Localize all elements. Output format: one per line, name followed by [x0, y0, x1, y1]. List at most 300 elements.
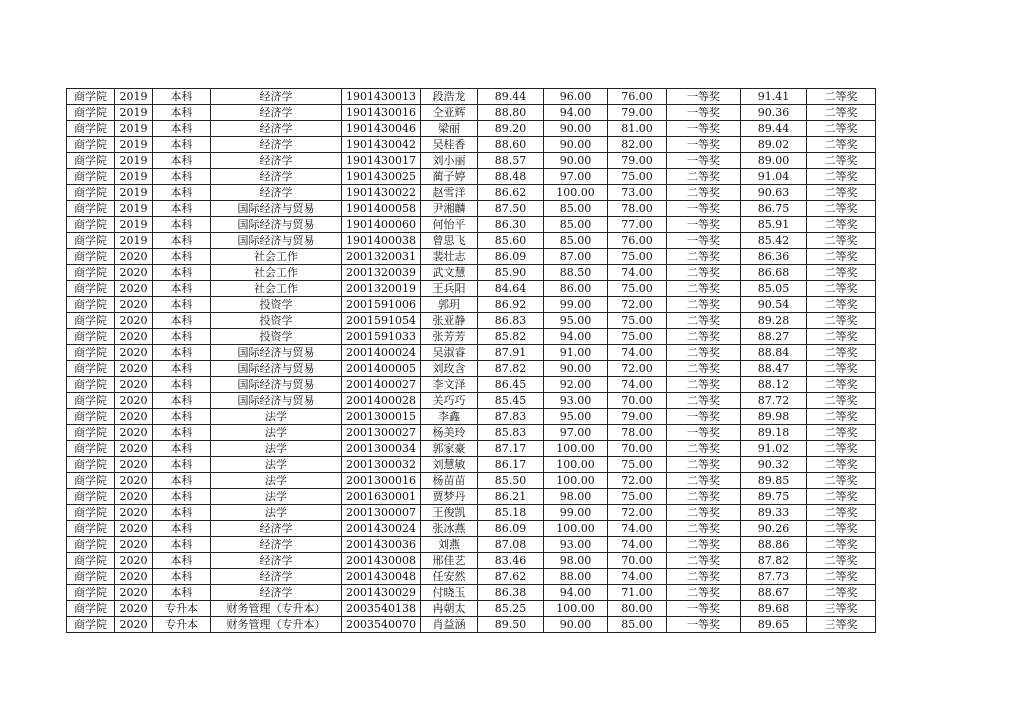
- score-4-cell: 87.73: [741, 569, 807, 585]
- table-row: [67, 217, 876, 233]
- college-cell: 商学院: [67, 473, 115, 489]
- year-cell: 2019: [115, 153, 153, 169]
- year-cell: 2019: [115, 217, 153, 233]
- college-cell: 商学院: [67, 329, 115, 345]
- score-4-cell: 88.86: [741, 537, 807, 553]
- major-cell: 国际经济与贸易: [211, 201, 342, 217]
- table-row: [67, 361, 876, 377]
- award-2-cell: 二等奖: [807, 505, 876, 521]
- score-4-cell: 90.36: [741, 105, 807, 121]
- level-cell: 本科: [153, 233, 211, 249]
- score-4-cell: 87.82: [741, 553, 807, 569]
- score-1-cell: 85.25: [478, 601, 544, 617]
- level-cell: 本科: [153, 329, 211, 345]
- score-2-cell: 98.00: [544, 553, 608, 569]
- level-cell: 专升本: [153, 617, 211, 633]
- table-row: [67, 537, 876, 553]
- name-cell: 肖益涵: [421, 617, 478, 633]
- name-cell: 王俊凯: [421, 505, 478, 521]
- college-cell: 商学院: [67, 601, 115, 617]
- award-1-cell: 一等奖: [667, 601, 741, 617]
- score-3-cell: 76.00: [608, 89, 667, 105]
- score-2-cell: 90.00: [544, 137, 608, 153]
- level-cell: 本科: [153, 537, 211, 553]
- score-3-cell: 79.00: [608, 153, 667, 169]
- major-cell: 法学: [211, 505, 342, 521]
- college-cell: 商学院: [67, 489, 115, 505]
- name-cell: 冉朝太: [421, 601, 478, 617]
- name-cell: 邢佳艺: [421, 553, 478, 569]
- table-row: [67, 345, 876, 361]
- score-1-cell: 88.57: [478, 153, 544, 169]
- level-cell: 本科: [153, 473, 211, 489]
- table-row: [67, 585, 876, 601]
- college-cell: 商学院: [67, 585, 115, 601]
- score-3-cell: 85.00: [608, 617, 667, 633]
- award-1-cell: 二等奖: [667, 297, 741, 313]
- score-3-cell: 74.00: [608, 569, 667, 585]
- score-4-cell: 91.02: [741, 441, 807, 457]
- score-3-cell: 74.00: [608, 521, 667, 537]
- major-cell: 国际经济与贸易: [211, 393, 342, 409]
- name-cell: 付晓玉: [421, 585, 478, 601]
- name-cell: 郭玥: [421, 297, 478, 313]
- score-3-cell: 74.00: [608, 265, 667, 281]
- college-cell: 商学院: [67, 297, 115, 313]
- table-row: [67, 505, 876, 521]
- student-id-cell: 2001591033: [342, 329, 421, 345]
- score-1-cell: 85.18: [478, 505, 544, 521]
- name-cell: 刘玫含: [421, 361, 478, 377]
- score-2-cell: 93.00: [544, 393, 608, 409]
- score-4-cell: 89.85: [741, 473, 807, 489]
- award-1-cell: 二等奖: [667, 313, 741, 329]
- scholarship-table: [66, 88, 876, 633]
- student-id-cell: 2001430024: [342, 521, 421, 537]
- score-3-cell: 72.00: [608, 473, 667, 489]
- major-cell: 经济学: [211, 553, 342, 569]
- level-cell: 本科: [153, 569, 211, 585]
- name-cell: 贾梦丹: [421, 489, 478, 505]
- award-1-cell: 二等奖: [667, 249, 741, 265]
- college-cell: 商学院: [67, 313, 115, 329]
- table-row: [67, 457, 876, 473]
- year-cell: 2020: [115, 521, 153, 537]
- student-id-cell: 2001300016: [342, 473, 421, 489]
- major-cell: 经济学: [211, 153, 342, 169]
- level-cell: 专升本: [153, 601, 211, 617]
- score-4-cell: 89.28: [741, 313, 807, 329]
- score-4-cell: 90.32: [741, 457, 807, 473]
- score-1-cell: 86.09: [478, 249, 544, 265]
- table-row: [67, 601, 876, 617]
- award-1-cell: 一等奖: [667, 153, 741, 169]
- score-3-cell: 75.00: [608, 313, 667, 329]
- award-1-cell: 一等奖: [667, 105, 741, 121]
- score-2-cell: 96.00: [544, 89, 608, 105]
- award-2-cell: 二等奖: [807, 361, 876, 377]
- name-cell: 段浩龙: [421, 89, 478, 105]
- student-id-cell: 2003540070: [342, 617, 421, 633]
- student-id-cell: 2001300027: [342, 425, 421, 441]
- level-cell: 本科: [153, 505, 211, 521]
- name-cell: 吴桂香: [421, 137, 478, 153]
- score-2-cell: 86.00: [544, 281, 608, 297]
- award-1-cell: 二等奖: [667, 393, 741, 409]
- score-1-cell: 86.17: [478, 457, 544, 473]
- score-2-cell: 90.00: [544, 153, 608, 169]
- score-3-cell: 72.00: [608, 505, 667, 521]
- year-cell: 2019: [115, 201, 153, 217]
- year-cell: 2020: [115, 393, 153, 409]
- score-4-cell: 86.36: [741, 249, 807, 265]
- year-cell: 2019: [115, 89, 153, 105]
- level-cell: 本科: [153, 521, 211, 537]
- score-1-cell: 86.83: [478, 313, 544, 329]
- award-2-cell: 二等奖: [807, 169, 876, 185]
- score-4-cell: 89.75: [741, 489, 807, 505]
- score-2-cell: 94.00: [544, 105, 608, 121]
- table-row: [67, 233, 876, 249]
- college-cell: 商学院: [67, 201, 115, 217]
- major-cell: 投资学: [211, 297, 342, 313]
- award-1-cell: 二等奖: [667, 185, 741, 201]
- score-2-cell: 88.50: [544, 265, 608, 281]
- year-cell: 2020: [115, 249, 153, 265]
- year-cell: 2020: [115, 585, 153, 601]
- award-2-cell: 二等奖: [807, 137, 876, 153]
- score-1-cell: 86.21: [478, 489, 544, 505]
- table-row: [67, 249, 876, 265]
- level-cell: 本科: [153, 409, 211, 425]
- level-cell: 本科: [153, 121, 211, 137]
- name-cell: 杨苗苗: [421, 473, 478, 489]
- score-4-cell: 89.68: [741, 601, 807, 617]
- student-id-cell: 2001400005: [342, 361, 421, 377]
- score-4-cell: 89.00: [741, 153, 807, 169]
- student-id-cell: 1901400038: [342, 233, 421, 249]
- name-cell: 武文慧: [421, 265, 478, 281]
- major-cell: 经济学: [211, 521, 342, 537]
- table-row: [67, 201, 876, 217]
- level-cell: 本科: [153, 201, 211, 217]
- college-cell: 商学院: [67, 121, 115, 137]
- level-cell: 本科: [153, 441, 211, 457]
- table-row: [67, 313, 876, 329]
- table-row: [67, 553, 876, 569]
- score-2-cell: 95.00: [544, 313, 608, 329]
- table-row: [67, 137, 876, 153]
- score-1-cell: 85.83: [478, 425, 544, 441]
- score-4-cell: 89.98: [741, 409, 807, 425]
- score-2-cell: 90.00: [544, 617, 608, 633]
- table-row: [67, 265, 876, 281]
- award-2-cell: 二等奖: [807, 489, 876, 505]
- score-3-cell: 75.00: [608, 329, 667, 345]
- score-2-cell: 95.00: [544, 409, 608, 425]
- year-cell: 2020: [115, 281, 153, 297]
- score-4-cell: 88.12: [741, 377, 807, 393]
- college-cell: 商学院: [67, 249, 115, 265]
- award-2-cell: 三等奖: [807, 601, 876, 617]
- college-cell: 商学院: [67, 505, 115, 521]
- score-3-cell: 75.00: [608, 281, 667, 297]
- score-3-cell: 74.00: [608, 377, 667, 393]
- major-cell: 财务管理（专升本）: [211, 617, 342, 633]
- score-2-cell: 92.00: [544, 377, 608, 393]
- award-1-cell: 一等奖: [667, 409, 741, 425]
- name-cell: 张冰燕: [421, 521, 478, 537]
- level-cell: 本科: [153, 313, 211, 329]
- score-2-cell: 99.00: [544, 505, 608, 521]
- name-cell: 吴淑睿: [421, 345, 478, 361]
- score-3-cell: 72.00: [608, 361, 667, 377]
- award-2-cell: 二等奖: [807, 313, 876, 329]
- college-cell: 商学院: [67, 553, 115, 569]
- name-cell: 蔺子婷: [421, 169, 478, 185]
- student-id-cell: 2001320019: [342, 281, 421, 297]
- name-cell: 张亚静: [421, 313, 478, 329]
- score-1-cell: 83.46: [478, 553, 544, 569]
- college-cell: 商学院: [67, 569, 115, 585]
- award-1-cell: 二等奖: [667, 521, 741, 537]
- score-1-cell: 89.50: [478, 617, 544, 633]
- level-cell: 本科: [153, 153, 211, 169]
- major-cell: 经济学: [211, 569, 342, 585]
- level-cell: 本科: [153, 585, 211, 601]
- student-id-cell: 2001430048: [342, 569, 421, 585]
- score-4-cell: 88.67: [741, 585, 807, 601]
- student-id-cell: 1901400058: [342, 201, 421, 217]
- award-2-cell: 二等奖: [807, 297, 876, 313]
- score-1-cell: 88.48: [478, 169, 544, 185]
- table-row: [67, 169, 876, 185]
- award-2-cell: 二等奖: [807, 105, 876, 121]
- year-cell: 2020: [115, 377, 153, 393]
- score-1-cell: 86.09: [478, 521, 544, 537]
- level-cell: 本科: [153, 89, 211, 105]
- table-row: [67, 89, 876, 105]
- score-1-cell: 85.50: [478, 473, 544, 489]
- score-3-cell: 75.00: [608, 249, 667, 265]
- year-cell: 2020: [115, 297, 153, 313]
- level-cell: 本科: [153, 553, 211, 569]
- table-row: [67, 569, 876, 585]
- major-cell: 国际经济与贸易: [211, 345, 342, 361]
- score-4-cell: 89.65: [741, 617, 807, 633]
- year-cell: 2020: [115, 265, 153, 281]
- score-3-cell: 76.00: [608, 233, 667, 249]
- major-cell: 经济学: [211, 137, 342, 153]
- major-cell: 国际经济与贸易: [211, 217, 342, 233]
- award-2-cell: 二等奖: [807, 265, 876, 281]
- name-cell: 仝亚辉: [421, 105, 478, 121]
- level-cell: 本科: [153, 489, 211, 505]
- table-row: [67, 409, 876, 425]
- college-cell: 商学院: [67, 377, 115, 393]
- college-cell: 商学院: [67, 457, 115, 473]
- award-2-cell: 二等奖: [807, 217, 876, 233]
- table-row: [67, 377, 876, 393]
- score-1-cell: 85.90: [478, 265, 544, 281]
- score-1-cell: 86.45: [478, 377, 544, 393]
- college-cell: 商学院: [67, 617, 115, 633]
- score-4-cell: 85.42: [741, 233, 807, 249]
- score-4-cell: 90.63: [741, 185, 807, 201]
- year-cell: 2020: [115, 473, 153, 489]
- college-cell: 商学院: [67, 361, 115, 377]
- major-cell: 社会工作: [211, 265, 342, 281]
- level-cell: 本科: [153, 457, 211, 473]
- student-id-cell: 2001300032: [342, 457, 421, 473]
- award-1-cell: 二等奖: [667, 345, 741, 361]
- score-2-cell: 87.00: [544, 249, 608, 265]
- score-2-cell: 91.00: [544, 345, 608, 361]
- year-cell: 2020: [115, 409, 153, 425]
- score-2-cell: 93.00: [544, 537, 608, 553]
- student-id-cell: 2001300034: [342, 441, 421, 457]
- table-row: [67, 281, 876, 297]
- name-cell: 刘小丽: [421, 153, 478, 169]
- score-3-cell: 75.00: [608, 489, 667, 505]
- score-4-cell: 89.18: [741, 425, 807, 441]
- score-2-cell: 97.00: [544, 169, 608, 185]
- award-1-cell: 一等奖: [667, 137, 741, 153]
- award-2-cell: 二等奖: [807, 201, 876, 217]
- year-cell: 2019: [115, 185, 153, 201]
- student-id-cell: 2001591006: [342, 297, 421, 313]
- score-2-cell: 94.00: [544, 585, 608, 601]
- award-2-cell: 二等奖: [807, 425, 876, 441]
- year-cell: 2020: [115, 489, 153, 505]
- award-2-cell: 二等奖: [807, 233, 876, 249]
- college-cell: 商学院: [67, 105, 115, 121]
- level-cell: 本科: [153, 217, 211, 233]
- year-cell: 2020: [115, 457, 153, 473]
- score-4-cell: 88.47: [741, 361, 807, 377]
- award-1-cell: 二等奖: [667, 553, 741, 569]
- award-2-cell: 二等奖: [807, 457, 876, 473]
- score-1-cell: 88.60: [478, 137, 544, 153]
- major-cell: 经济学: [211, 585, 342, 601]
- award-2-cell: 二等奖: [807, 329, 876, 345]
- student-id-cell: 2001430008: [342, 553, 421, 569]
- table-row: [67, 329, 876, 345]
- student-id-cell: 1901430022: [342, 185, 421, 201]
- major-cell: 法学: [211, 409, 342, 425]
- major-cell: 法学: [211, 457, 342, 473]
- score-1-cell: 86.62: [478, 185, 544, 201]
- score-1-cell: 85.82: [478, 329, 544, 345]
- college-cell: 商学院: [67, 89, 115, 105]
- score-3-cell: 75.00: [608, 169, 667, 185]
- student-id-cell: 2001400027: [342, 377, 421, 393]
- score-2-cell: 88.00: [544, 569, 608, 585]
- score-4-cell: 85.05: [741, 281, 807, 297]
- name-cell: 王兵阳: [421, 281, 478, 297]
- award-2-cell: 二等奖: [807, 185, 876, 201]
- score-4-cell: 89.33: [741, 505, 807, 521]
- name-cell: 李文泽: [421, 377, 478, 393]
- award-2-cell: 二等奖: [807, 393, 876, 409]
- score-3-cell: 80.00: [608, 601, 667, 617]
- table-row: [67, 185, 876, 201]
- major-cell: 法学: [211, 473, 342, 489]
- award-1-cell: 一等奖: [667, 617, 741, 633]
- award-1-cell: 二等奖: [667, 361, 741, 377]
- major-cell: 经济学: [211, 105, 342, 121]
- award-1-cell: 二等奖: [667, 265, 741, 281]
- name-cell: 梁丽: [421, 121, 478, 137]
- score-3-cell: 77.00: [608, 217, 667, 233]
- major-cell: 经济学: [211, 169, 342, 185]
- award-1-cell: 二等奖: [667, 505, 741, 521]
- table-row: [67, 521, 876, 537]
- score-4-cell: 91.41: [741, 89, 807, 105]
- level-cell: 本科: [153, 393, 211, 409]
- name-cell: 刘慧敏: [421, 457, 478, 473]
- score-3-cell: 70.00: [608, 393, 667, 409]
- college-cell: 商学院: [67, 441, 115, 457]
- college-cell: 商学院: [67, 185, 115, 201]
- score-2-cell: 85.00: [544, 217, 608, 233]
- major-cell: 国际经济与贸易: [211, 233, 342, 249]
- score-1-cell: 87.50: [478, 201, 544, 217]
- score-4-cell: 86.75: [741, 201, 807, 217]
- year-cell: 2020: [115, 441, 153, 457]
- college-cell: 商学院: [67, 169, 115, 185]
- level-cell: 本科: [153, 361, 211, 377]
- name-cell: 李鑫: [421, 409, 478, 425]
- score-1-cell: 87.17: [478, 441, 544, 457]
- score-1-cell: 86.30: [478, 217, 544, 233]
- score-2-cell: 98.00: [544, 489, 608, 505]
- table-row: [67, 617, 876, 633]
- score-2-cell: 94.00: [544, 329, 608, 345]
- name-cell: 关巧巧: [421, 393, 478, 409]
- student-id-cell: 2001320031: [342, 249, 421, 265]
- student-id-cell: 1901430013: [342, 89, 421, 105]
- name-cell: 尹湘麟: [421, 201, 478, 217]
- score-2-cell: 100.00: [544, 441, 608, 457]
- student-id-cell: 2001320039: [342, 265, 421, 281]
- score-2-cell: 97.00: [544, 425, 608, 441]
- award-2-cell: 二等奖: [807, 521, 876, 537]
- score-4-cell: 87.72: [741, 393, 807, 409]
- score-2-cell: 100.00: [544, 185, 608, 201]
- college-cell: 商学院: [67, 265, 115, 281]
- college-cell: 商学院: [67, 281, 115, 297]
- score-2-cell: 100.00: [544, 473, 608, 489]
- score-3-cell: 74.00: [608, 537, 667, 553]
- table-row: [67, 441, 876, 457]
- award-1-cell: 一等奖: [667, 121, 741, 137]
- major-cell: 法学: [211, 425, 342, 441]
- score-4-cell: 91.04: [741, 169, 807, 185]
- college-cell: 商学院: [67, 521, 115, 537]
- name-cell: 任安然: [421, 569, 478, 585]
- score-2-cell: 100.00: [544, 457, 608, 473]
- major-cell: 经济学: [211, 89, 342, 105]
- year-cell: 2019: [115, 137, 153, 153]
- student-id-cell: 2001430036: [342, 537, 421, 553]
- student-id-cell: 2001300007: [342, 505, 421, 521]
- year-cell: 2020: [115, 345, 153, 361]
- level-cell: 本科: [153, 249, 211, 265]
- score-2-cell: 90.00: [544, 361, 608, 377]
- award-2-cell: 二等奖: [807, 409, 876, 425]
- student-id-cell: 2001400024: [342, 345, 421, 361]
